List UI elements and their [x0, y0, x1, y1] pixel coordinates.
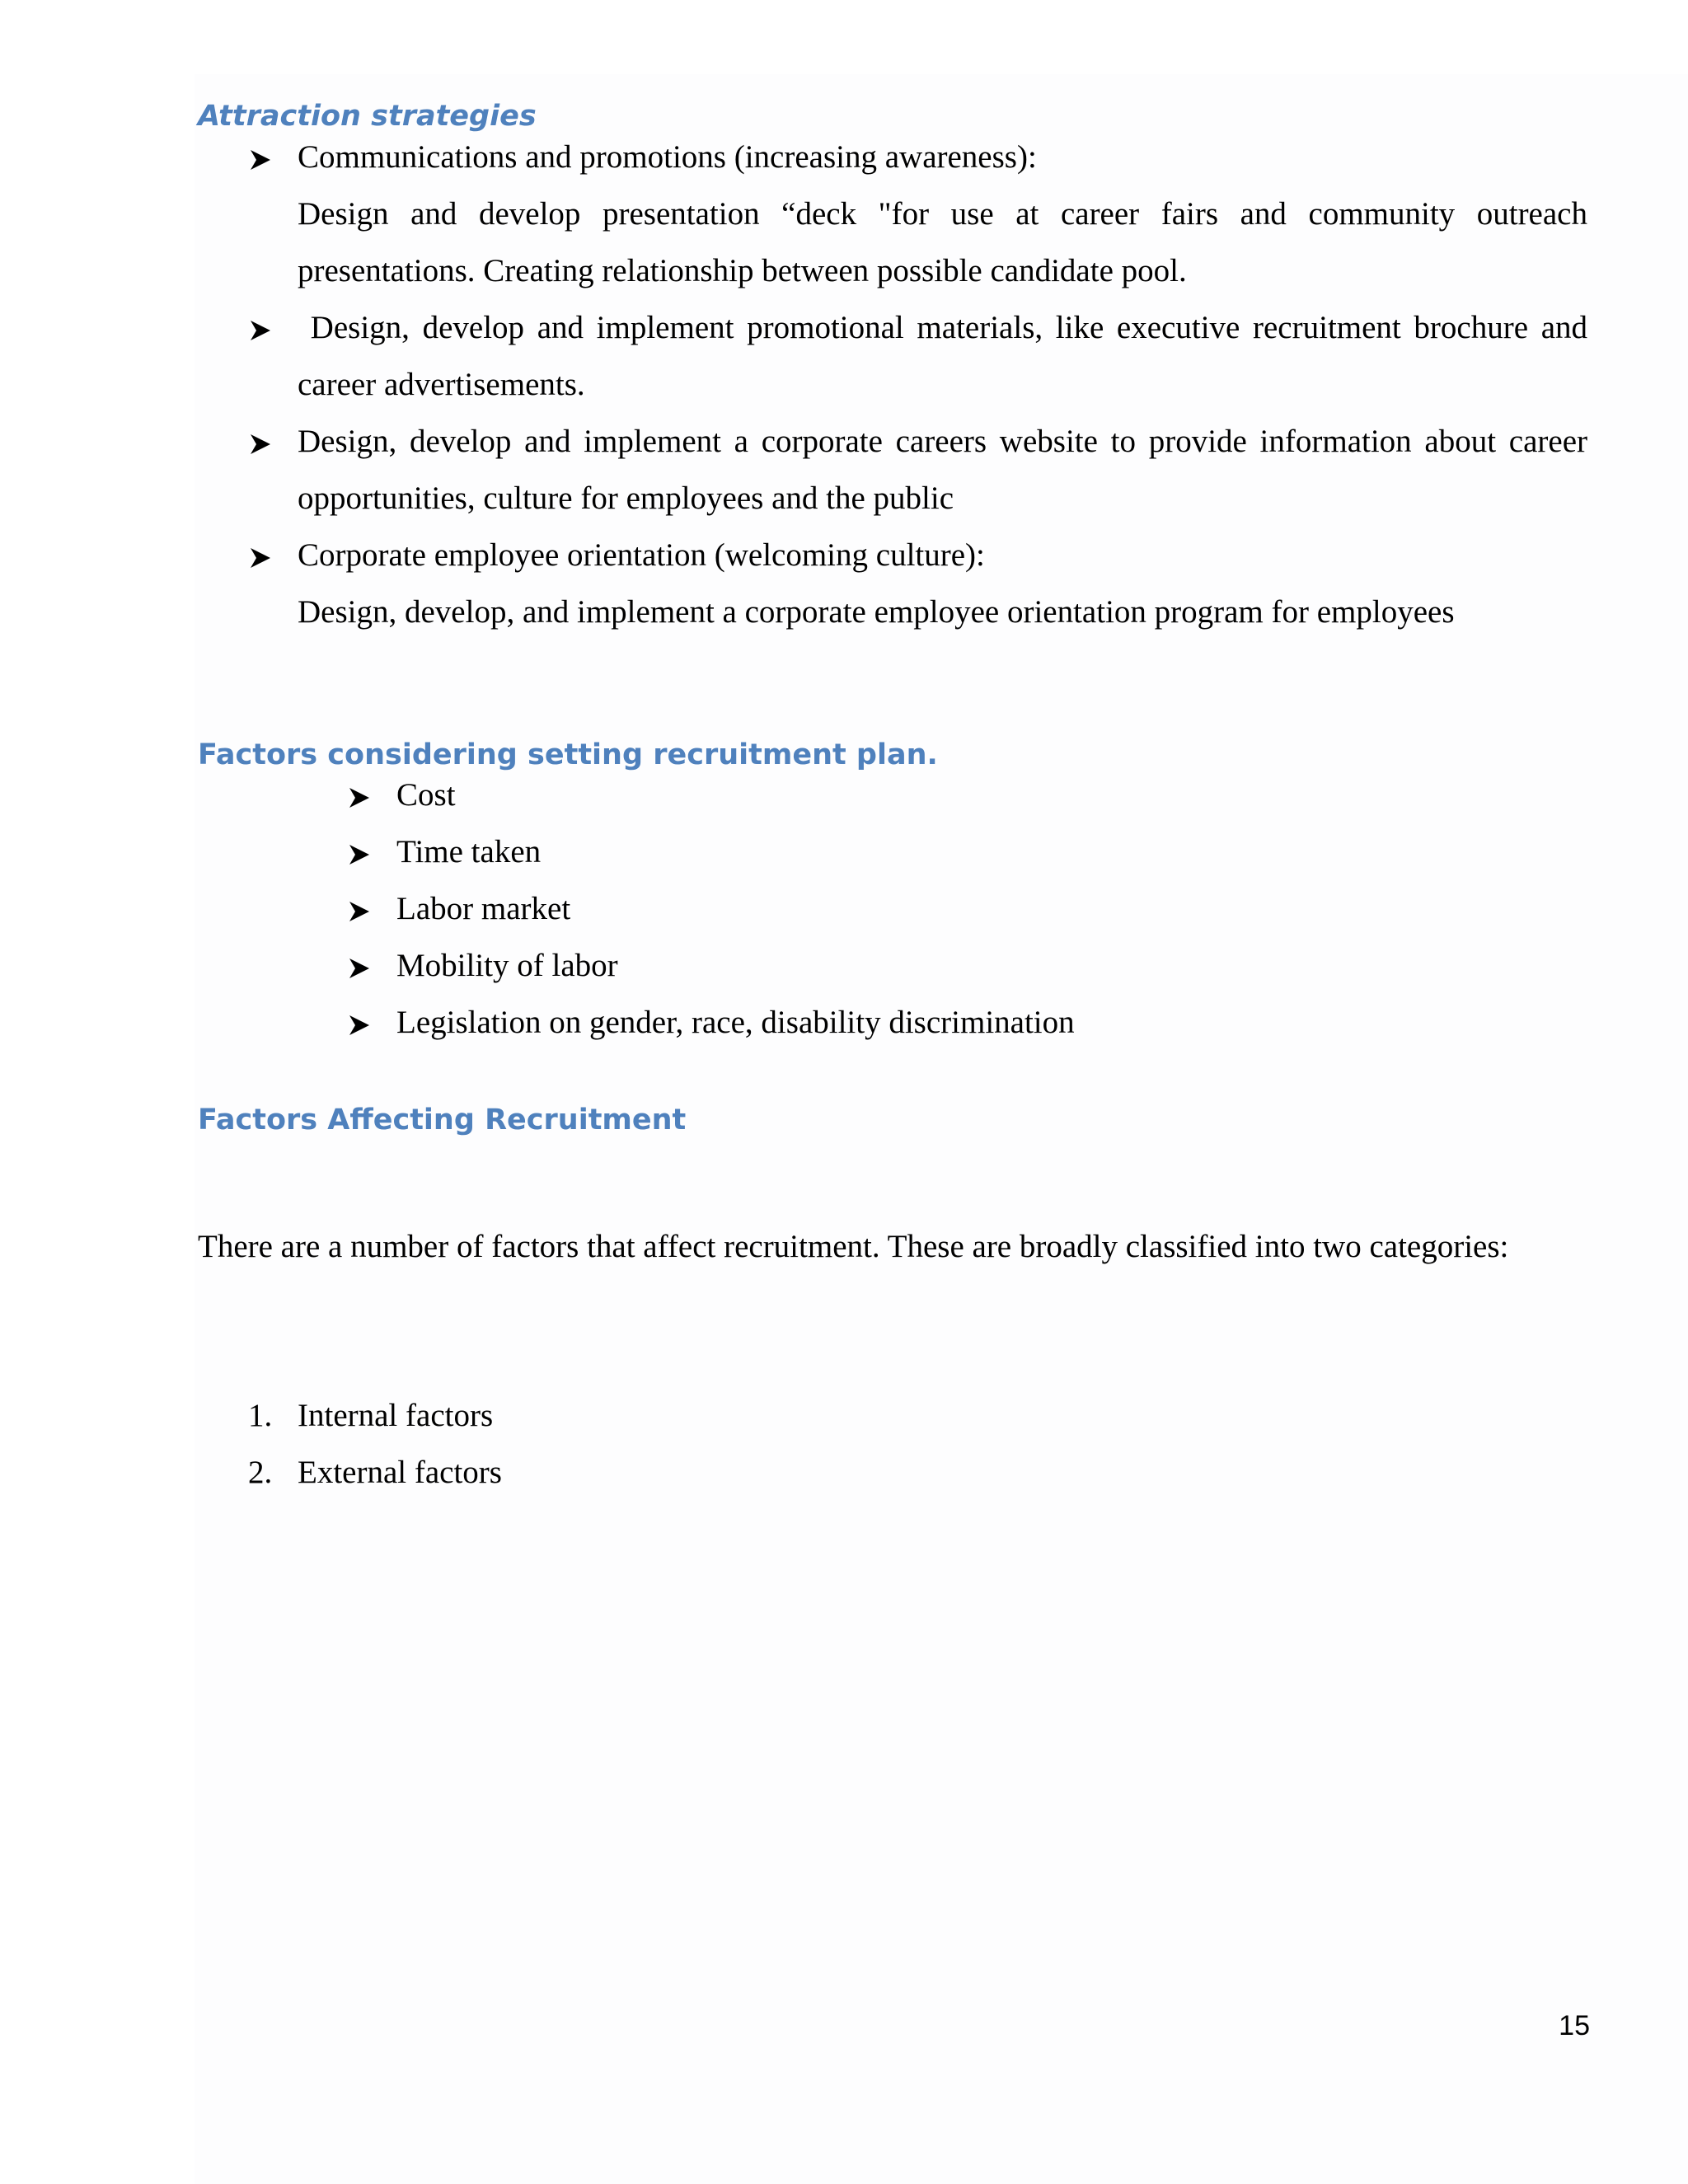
attraction-item-4-continuation-1: Design, develop, and implement a corporate employee orientation program for employees	[298, 594, 1455, 630]
arrowhead-bullet-icon	[249, 319, 272, 342]
attraction-item-1: Communications and promotions (increasing awareness):	[298, 139, 1037, 175]
attraction-item-1-continuation-2: presentations. Creating relationship between possible candidate pool.	[298, 253, 1187, 288]
attraction-item-1-continuation-1: Design and develop presentation “deck "for use at career fairs and community outreach	[298, 196, 1587, 232]
factors-paragraph: There are a number of factors that affect recruitment. These are broadly classified into two categories:	[198, 1229, 1509, 1264]
list-number-2: 2.	[248, 1455, 273, 1490]
heading-factors-affecting-recruitment: Factors Affecting Recruitment	[198, 1104, 687, 1137]
arrowhead-bullet-icon	[348, 843, 371, 866]
arrowhead-bullet-icon	[249, 433, 272, 456]
factor-item-time-taken: Time taken	[396, 834, 542, 869]
arrowhead-bullet-icon	[249, 546, 272, 569]
factor-item-labor-market: Labor market	[396, 891, 571, 926]
arrowhead-bullet-icon	[348, 957, 371, 980]
arrowhead-bullet-icon	[348, 900, 371, 923]
arrowhead-bullet-icon	[348, 1014, 371, 1037]
list-item-internal-factors: Internal factors	[298, 1398, 494, 1433]
attraction-item-4: Corporate employee orientation (welcoming culture):	[298, 537, 985, 573]
factor-item-cost: Cost	[396, 777, 456, 813]
arrowhead-bullet-icon	[348, 786, 371, 809]
list-number-1: 1.	[248, 1398, 273, 1433]
page-number: 15	[1559, 2010, 1590, 2041]
factor-item-legislation: Legislation on gender, race, disability discrimination	[396, 1005, 1075, 1040]
attraction-item-2: Design, develop and implement promotional materials, like executive recruitment brochure and	[298, 310, 1587, 345]
heading-factors-considering: Factors considering setting recruitment plan.	[198, 738, 938, 771]
attraction-item-3: Design, develop and implement a corporate careers website to provide information about career	[298, 424, 1587, 459]
attraction-item-3-continuation-1: opportunities, culture for employees and the public	[298, 480, 954, 516]
attraction-item-2-continuation-1: career advertisements.	[298, 367, 585, 402]
list-item-external-factors: External factors	[298, 1455, 502, 1490]
heading-attraction-strategies: Attraction strategies	[198, 100, 537, 133]
arrowhead-bullet-icon	[249, 148, 272, 171]
factor-item-mobility-of-labor: Mobility of labor	[396, 948, 618, 983]
